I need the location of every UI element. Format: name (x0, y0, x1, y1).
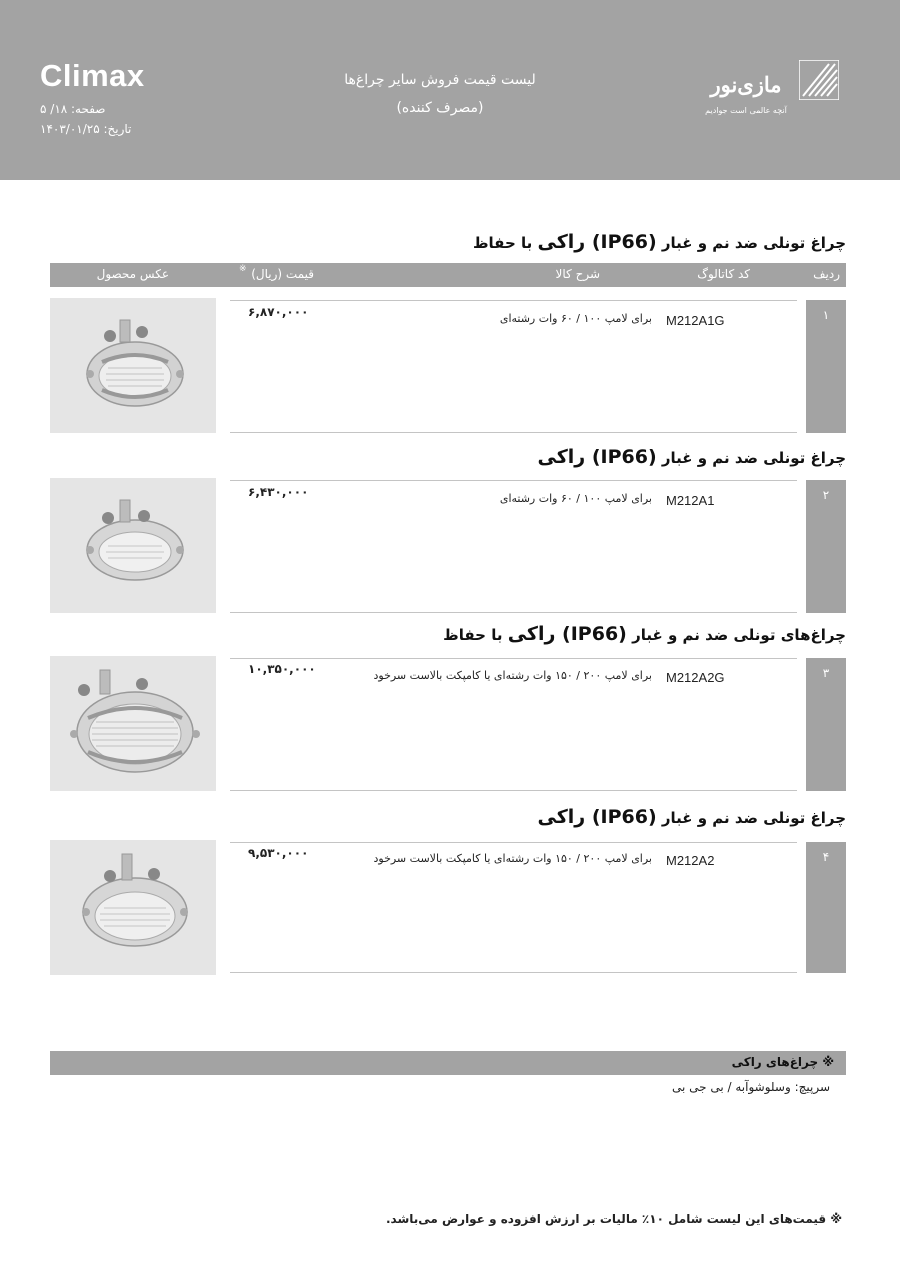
product-photo (50, 298, 216, 433)
price: ۱۰,۳۵۰,۰۰۰ (248, 662, 316, 676)
footer-note: ※ قیمت‌های این لیست شامل ۱۰٪ مالیات بر ارزش افزوده و عوارض می‌باشد. (385, 1212, 842, 1226)
notes-heading: ※ چراغ‌های راکی (731, 1055, 834, 1069)
row-top-rule (230, 842, 797, 843)
group-title-model: (IP66) راکی (537, 231, 657, 253)
product-description: برای لامپ ۱۰۰ / ۶۰ وات رشته‌ای (499, 492, 652, 505)
row-number-cell (806, 300, 846, 433)
row-top-rule (230, 658, 797, 659)
catalog-code: M212A2 (666, 853, 715, 868)
col-row: ردیف (813, 267, 840, 281)
logo-mark-icon (799, 60, 839, 100)
row-top-rule (230, 300, 797, 301)
group-title-model: (IP66) راکی (537, 446, 657, 468)
price: ۶,۴۳۰,۰۰۰ (248, 485, 309, 499)
catalog-code: M212A1G (666, 313, 725, 328)
group-title (537, 446, 846, 468)
row-bottom-rule (230, 972, 797, 973)
page-number: صفحه: ۱۸/ ۵ (40, 102, 106, 116)
document-subtitle: (مصرف کننده) (396, 100, 484, 116)
product-photo (50, 656, 216, 791)
brand-name: Climax (40, 58, 145, 93)
product-photo (50, 478, 216, 613)
row-top-rule (230, 480, 797, 481)
catalog-code: M212A1 (666, 493, 715, 508)
row-number: ۲ (822, 488, 830, 502)
group-title (443, 623, 846, 645)
price: ۶,۸۷۰,۰۰۰ (248, 305, 309, 319)
group-title-suffix: با حفاظ (472, 234, 533, 252)
catalog-code: M212A2G (666, 670, 725, 685)
row-number: ۱ (822, 308, 830, 322)
row-number: ۴ (822, 850, 830, 864)
group-title-text: چراغ تونلی ضد نم و غبار (661, 234, 846, 252)
document-title: لیست قیمت فروش سایر چراغ‌ها (344, 72, 536, 88)
group-title (473, 231, 846, 253)
product-description: برای لامپ ۲۰۰ / ۱۵۰ وات رشته‌ای یا کامپکت بالاست سرخود (373, 852, 652, 865)
group-title-model: (IP66) راکی (507, 623, 627, 645)
header-band (0, 0, 900, 180)
notes-text: سرپیچ: وسلوشوآبه / بی جی بی (671, 1080, 830, 1094)
bulkhead-lamp-icon (50, 478, 216, 613)
bulkhead-lamp-with-guard-icon (50, 298, 216, 433)
product-photo (50, 840, 216, 975)
price: ۹,۵۳۰,۰۰۰ (248, 846, 309, 860)
col-code: کد کاتالوگ (697, 267, 750, 281)
group-title-text: چراغ تونلی ضد نم و غبار (661, 449, 846, 467)
row-bottom-rule (230, 612, 797, 613)
row-bottom-rule (230, 790, 797, 791)
col-price-mark: ※ (239, 264, 247, 274)
group-title-text: چراغ تونلی ضد نم و غبار (661, 809, 846, 827)
product-description: برای لامپ ۲۰۰ / ۱۵۰ وات رشته‌ای یا کامپکت بالاست سرخود (373, 669, 652, 682)
logo-wordmark: مازی‌نور (710, 72, 782, 97)
table-header (50, 263, 846, 287)
row-number-cell (806, 658, 846, 791)
group-title-text: چراغ‌های تونلی ضد نم و غبار (632, 626, 846, 644)
company-logo (696, 60, 841, 125)
row-number: ۳ (822, 666, 830, 680)
row-number-cell (806, 842, 846, 973)
group-title-suffix: با حفاظ (443, 626, 503, 644)
col-description: شرح کالا (555, 267, 600, 281)
col-photo: عکس محصول (96, 267, 169, 281)
product-description: برای لامپ ۱۰۰ / ۶۰ وات رشته‌ای (499, 312, 652, 325)
row-number-cell (806, 480, 846, 613)
bulkhead-lamp-large-icon (50, 840, 216, 975)
bulkhead-lamp-with-guard-large-icon (50, 656, 216, 791)
group-title (537, 806, 846, 828)
col-price: قیمت (ریال) (251, 267, 314, 281)
group-title-model: (IP66) راکی (537, 806, 657, 828)
logo-slogan: آنچه عالمی است جوادیم (705, 106, 787, 115)
document-date: تاریخ: ۱۴۰۳/۰۱/۲۵ (40, 122, 132, 136)
row-bottom-rule (230, 432, 797, 433)
notes-heading-bar (50, 1051, 846, 1075)
